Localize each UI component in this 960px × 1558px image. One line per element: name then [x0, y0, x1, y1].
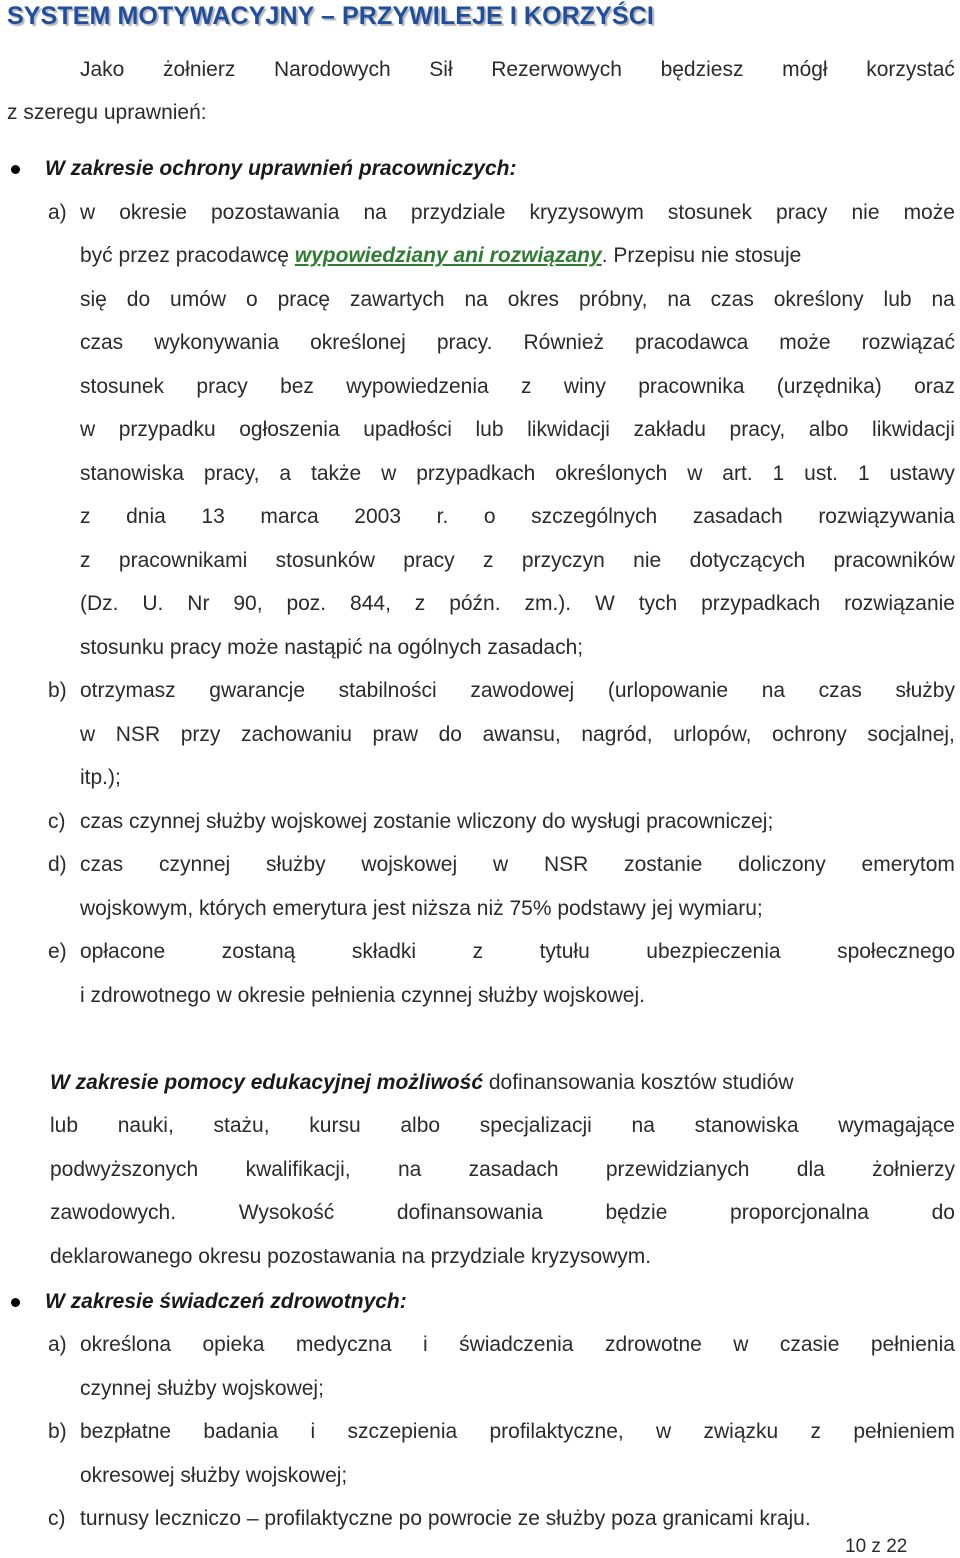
word: dofinansowania: [396, 1201, 543, 1224]
text: być przez pracodawcę: [80, 244, 295, 267]
word: z: [414, 592, 426, 615]
word: pracy: [776, 201, 828, 224]
word: (urlopowanie: [607, 679, 729, 702]
word: zawodowych.: [50, 1201, 177, 1224]
intro-line-1: [80, 58, 955, 82]
word: albo: [400, 1114, 441, 1137]
word: upadłości: [363, 418, 452, 441]
highlight-link[interactable]: wypowiedziany ani rozwiązany: [294, 244, 602, 267]
item-a-line: [80, 375, 955, 399]
item-a-line: [80, 505, 955, 529]
education-line: [50, 1158, 955, 1182]
word: wykonywania: [154, 331, 280, 354]
word: czynnej: [159, 853, 231, 876]
item-b-line: [80, 679, 955, 703]
word: związku: [703, 1420, 779, 1443]
word: zachowaniu: [240, 723, 352, 746]
word: (Dz.: [80, 592, 119, 615]
word: dotyczących: [689, 549, 806, 572]
item-label: b): [48, 679, 67, 702]
word: określonej: [310, 331, 406, 354]
word: zostaną: [221, 940, 296, 963]
word: czasie: [779, 1333, 840, 1356]
word: przyczyn: [521, 549, 605, 572]
health-item-b-line: okresowej służby wojskowej;: [80, 1464, 348, 1487]
word: marca: [260, 505, 319, 528]
word: przypadkach: [701, 592, 821, 615]
word: likwidacji: [527, 418, 610, 441]
bullet-icon: [11, 165, 20, 174]
word: może: [903, 201, 955, 224]
word: z: [810, 1420, 822, 1443]
word: okresie: [119, 201, 187, 224]
word: art.: [722, 462, 753, 485]
word: likwidacji: [872, 418, 955, 441]
word: kryzysowym: [529, 201, 644, 224]
word: późn.: [449, 592, 501, 615]
word: poz.: [286, 592, 327, 615]
word: do: [438, 723, 462, 746]
word: Sił: [429, 58, 453, 81]
item-a-line: [80, 549, 955, 573]
word: socjalnej,: [867, 723, 955, 746]
page-number: 10 z 22: [845, 1536, 908, 1557]
education-heading-bold: W zakresie pomocy edukacyjnej możliwość: [50, 1071, 483, 1094]
word: będzie: [605, 1201, 668, 1224]
word: określony: [773, 288, 864, 311]
word: na: [397, 1158, 422, 1181]
item-label: d): [48, 853, 67, 876]
word: (urzędnika): [776, 375, 882, 398]
item-d-line: wojskowym, których emerytura jest niższa niż 75% podstawy jej wymiaru;: [80, 897, 763, 920]
section-heading-education: [50, 1071, 794, 1095]
word: mógł: [782, 58, 828, 81]
word: służby: [895, 679, 955, 702]
section-heading-employment: W zakresie ochrony uprawnień pracowniczych:: [45, 157, 517, 180]
word: z: [472, 940, 484, 963]
word: pełnieniem: [853, 1420, 955, 1443]
education-line: [50, 1201, 955, 1225]
item-a-line: [80, 201, 955, 225]
word: zostanie: [624, 853, 703, 876]
word: z: [80, 505, 91, 528]
word: pozostawania: [211, 201, 340, 224]
text: . Przepisu nie stosuje: [601, 244, 802, 267]
education-line: deklarowanego okresu pozostawania na przydziale kryzysowym.: [50, 1245, 652, 1268]
word: ustawy: [889, 462, 955, 485]
word: z: [80, 549, 91, 572]
word: nauki,: [117, 1114, 174, 1137]
word: doliczony: [738, 853, 826, 876]
word: specjalizacji: [479, 1114, 592, 1137]
word: w: [656, 1420, 672, 1443]
word: albo: [808, 418, 849, 441]
word: zasadach: [468, 1158, 559, 1181]
word: przy: [180, 723, 221, 746]
item-c-line: czas czynnej służby wojskowej zostanie wliczony do wysługi pracowniczej;: [80, 810, 774, 833]
word: 2003: [354, 505, 402, 528]
word: emerytom: [861, 853, 955, 876]
item-label: b): [48, 1420, 67, 1443]
word: na: [631, 1114, 655, 1137]
word: określona: [80, 1333, 172, 1356]
word: nie: [851, 201, 880, 224]
health-item-a-line: czynnej służby wojskowej;: [80, 1377, 324, 1400]
word: zawartych: [350, 288, 445, 311]
word: bezpłatne: [80, 1420, 172, 1443]
word: składki: [351, 940, 417, 963]
bullet-icon: [11, 1298, 20, 1307]
item-a-line: [80, 331, 955, 355]
word: 1: [857, 462, 870, 485]
word: wymagające: [838, 1114, 955, 1137]
word: ubezpieczenia: [646, 940, 781, 963]
word: rozwiązanie: [844, 592, 955, 615]
section-heading-health: W zakresie świadczeń zdrowotnych:: [45, 1290, 407, 1313]
word: NSR: [543, 853, 589, 876]
word: opieka: [202, 1333, 265, 1356]
word: dnia: [126, 505, 166, 528]
word: na: [363, 201, 387, 224]
word: się: [80, 288, 107, 311]
word: na: [464, 288, 488, 311]
word: pracy: [196, 375, 248, 398]
word: 90,: [233, 592, 263, 615]
word: dla: [796, 1158, 825, 1181]
word: o: [245, 288, 258, 311]
word: będziesz: [660, 58, 744, 81]
word: pracowników: [833, 549, 955, 572]
word: w: [687, 462, 703, 485]
word: badania: [203, 1420, 279, 1443]
word: zakładu: [633, 418, 706, 441]
item-a-line: [80, 418, 955, 442]
word: w: [733, 1333, 749, 1356]
item-b-line: [80, 723, 955, 747]
word: kwalifikacji,: [245, 1158, 351, 1181]
word: Narodowych: [273, 58, 391, 81]
word: na: [761, 679, 786, 702]
word: żołnierzy: [872, 1158, 955, 1181]
word: w: [381, 462, 397, 485]
word: Jako: [80, 58, 125, 81]
word: szczególnych: [531, 505, 658, 528]
word: a: [279, 462, 292, 485]
word: urlopów,: [673, 723, 752, 746]
word: i: [422, 1333, 428, 1356]
word: pracy.: [436, 331, 493, 354]
item-b-line: itp.);: [80, 766, 121, 789]
word: w: [80, 723, 96, 746]
word: przypadkach: [416, 462, 536, 485]
word: pełnienia: [870, 1333, 955, 1356]
word: r.: [436, 505, 449, 528]
word: świadczenia: [459, 1333, 574, 1356]
word: o: [483, 505, 496, 528]
word: wypowiedzenia: [346, 375, 489, 398]
word: czas: [710, 288, 754, 311]
word: U.: [142, 592, 164, 615]
word: służby: [266, 853, 326, 876]
word: ochrony: [772, 723, 847, 746]
item-a-line: [80, 592, 955, 616]
word: na: [667, 288, 691, 311]
item-e-line: i zdrowotnego w okresie pełnienia czynnej służby wojskowej.: [80, 984, 645, 1007]
word: 844,: [350, 592, 391, 615]
word: opłacone: [80, 940, 166, 963]
word: gwarancje: [209, 679, 306, 702]
word: żołnierz: [162, 58, 236, 81]
health-item-b-line: [80, 1420, 955, 1444]
health-item-c-line: turnusy leczniczo – profilaktyczne po powrocie ze służby poza granicami kraju.: [80, 1507, 811, 1530]
word: medyczna: [295, 1333, 392, 1356]
word: 13: [201, 505, 225, 528]
word: lub: [883, 288, 912, 311]
word: pracy,: [729, 418, 786, 441]
word: z: [483, 549, 494, 572]
word: pracę: [277, 288, 331, 311]
word: przydziale: [410, 201, 506, 224]
word: rozwiązywania: [818, 505, 955, 528]
word: przypadku: [118, 418, 216, 441]
page-title: SYSTEM MOTYWACYJNY – PRZYWILEJE I KORZYŚCI: [7, 2, 654, 30]
word: stanowiska: [80, 462, 184, 485]
word: zawodowej: [470, 679, 575, 702]
word: NSR: [115, 723, 161, 746]
word: tytułu: [539, 940, 590, 963]
word: pracownika: [638, 375, 745, 398]
word: i: [310, 1420, 316, 1443]
word: do: [931, 1201, 955, 1224]
word: stanowiska: [694, 1114, 799, 1137]
word: Nr: [187, 592, 210, 615]
word: ogłoszenia: [239, 418, 340, 441]
item-a-line: [80, 462, 955, 486]
word: do: [126, 288, 151, 311]
word: społecznego: [837, 940, 955, 963]
item-e-line: [80, 940, 955, 964]
word: okres: [507, 288, 560, 311]
item-a-line: [80, 288, 955, 312]
item-label: a): [48, 201, 67, 224]
word: stosunek: [667, 201, 752, 224]
word: umów: [170, 288, 227, 311]
word: nie: [633, 549, 662, 572]
word: z: [521, 375, 532, 398]
word: w: [80, 418, 96, 441]
item-label: a): [48, 1333, 67, 1356]
word: Rezerwowych: [491, 58, 622, 81]
intro-line-2: z szeregu uprawnień:: [7, 101, 207, 124]
word: czas: [80, 853, 124, 876]
word: także: [310, 462, 362, 485]
word: pracodawca: [635, 331, 749, 354]
item-d-line: [80, 853, 955, 877]
item-a-line: [80, 244, 801, 268]
word: przewidzianych: [605, 1158, 750, 1181]
word: pracownikami: [118, 549, 248, 572]
word: stabilności: [338, 679, 437, 702]
word: lub: [50, 1114, 79, 1137]
word: czas: [80, 331, 124, 354]
word: bez: [280, 375, 314, 398]
word: lub: [475, 418, 504, 441]
word: w: [80, 201, 96, 224]
word: oraz: [914, 375, 955, 398]
word: Wysokość: [238, 1201, 335, 1224]
word: proporcjonalna: [730, 1201, 869, 1224]
education-heading-rest: dofinansowania kosztów studiów: [483, 1071, 794, 1094]
word: zm.).: [524, 592, 572, 615]
word: Również: [523, 331, 605, 354]
word: awansu,: [482, 723, 561, 746]
word: stosunek: [80, 375, 165, 398]
word: zasadach: [692, 505, 783, 528]
word: zdrowotne: [604, 1333, 702, 1356]
education-line: [50, 1114, 955, 1138]
word: kursu: [309, 1114, 361, 1137]
word: na: [931, 288, 955, 311]
word: nagród,: [581, 723, 653, 746]
word: W: [595, 592, 615, 615]
word: ust.: [804, 462, 839, 485]
word: stosunków: [275, 549, 375, 572]
item-label: c): [48, 1507, 66, 1530]
word: czas: [818, 679, 862, 702]
word: może: [779, 331, 831, 354]
health-item-a-line: [80, 1333, 955, 1357]
word: w: [492, 853, 509, 876]
item-a-line: stosunku pracy może nastąpić na ogólnych zasadach;: [80, 636, 584, 659]
word: szczepienia: [347, 1420, 458, 1443]
word: próbny,: [578, 288, 648, 311]
word: profilaktyczne,: [489, 1420, 624, 1443]
word: wojskowej: [361, 853, 458, 876]
word: określonych: [555, 462, 668, 485]
word: 1: [772, 462, 785, 485]
word: rozwiązać: [861, 331, 955, 354]
item-label: e): [48, 940, 67, 963]
word: pracy,: [203, 462, 260, 485]
item-label: c): [48, 810, 66, 833]
word: otrzymasz: [80, 679, 176, 702]
word: stażu,: [213, 1114, 270, 1137]
word: praw: [372, 723, 419, 746]
word: podwyższonych: [50, 1158, 199, 1181]
word: winy: [563, 375, 606, 398]
word: tych: [638, 592, 678, 615]
word: korzystać: [866, 58, 955, 81]
word: pracy: [403, 549, 455, 572]
